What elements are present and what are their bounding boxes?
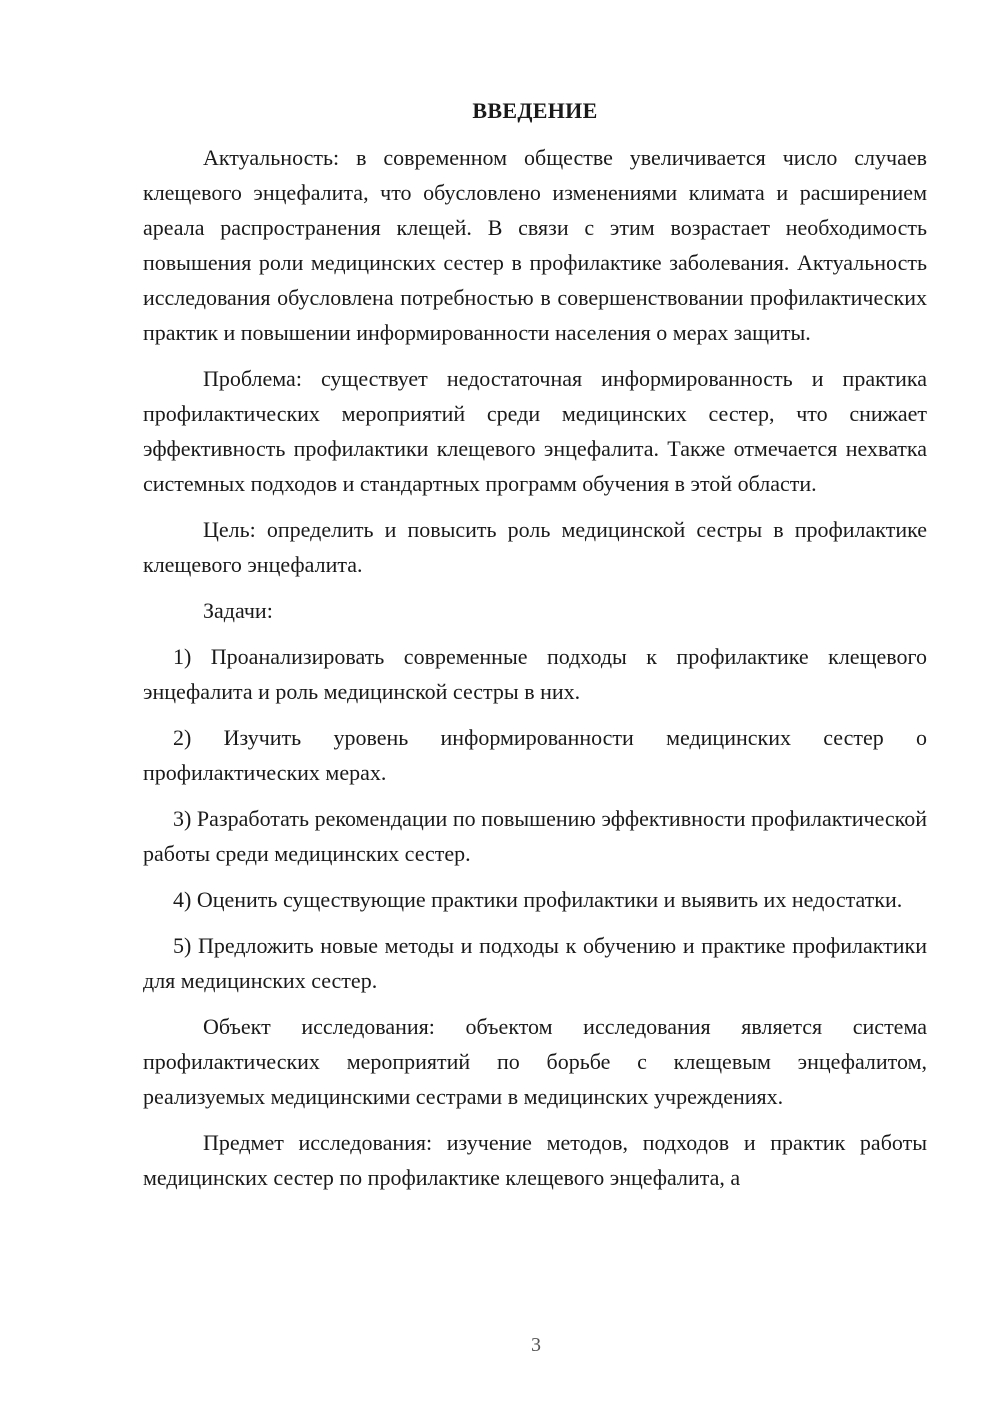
- task-item-5: 5) Предложить новые методы и подходы к обучению и практике профилактики для медицинских сестер.: [143, 933, 927, 993]
- object-paragraph: Объект исследования: объектом исследования является система профилактических мероприятий по борьбе с клещевым энцефалитом, реализуемых медицинскими сестрами в медицинских учреждениях.: [143, 1014, 927, 1109]
- subject-paragraph: Предмет исследования: изучение методов, подходов и практик работы медицинских сестер по профилактике клещевого энцефалита, а: [143, 1130, 927, 1190]
- task-item-1: 1) Проанализировать современные подходы к профилактике клещевого энцефалита и роль медицинской сестры в них.: [143, 644, 927, 704]
- relevance-paragraph: Актуальность: в современном обществе увеличивается число случаев клещевого энцефалита, что обусловлено изменениями климата и расширением ареала распространения клещей. В связи с этим возрастает необходимость повышения роли медицинских сестер в профилактике заболевания. Актуальность исследования обусловлена потребностью в совершенствовании профилактических практик и повышении информированности населения о мерах защиты.: [143, 145, 927, 345]
- task-item-4: 4) Оценить существующие практики профилактики и выявить их недостатки.: [173, 887, 903, 912]
- tasks-label: Задачи:: [203, 598, 273, 623]
- section-heading: ВВЕДЕНИЕ: [472, 98, 598, 123]
- goal-paragraph: Цель: определить и повысить роль медицинской сестры в профилактике клещевого энцефалита.: [143, 517, 927, 577]
- task-item-3: 3) Разработать рекомендации по повышению эффективности профилактической работы среди медицинских сестер.: [143, 806, 927, 866]
- task-item-2: 2) Изучить уровень информированности медицинских сестер о профилактических мерах.: [143, 725, 927, 785]
- page-number: 3: [531, 1334, 541, 1356]
- document-page: [143, 96, 927, 1206]
- problem-paragraph: Проблема: существует недостаточная информированность и практика профилактических мероприятий среди медицинских сестер, что снижает эффективность профилактики клещевого энцефалита. Также отмечается нехватка системных подходов и стандартных программ обучения в этой области.: [143, 366, 927, 496]
